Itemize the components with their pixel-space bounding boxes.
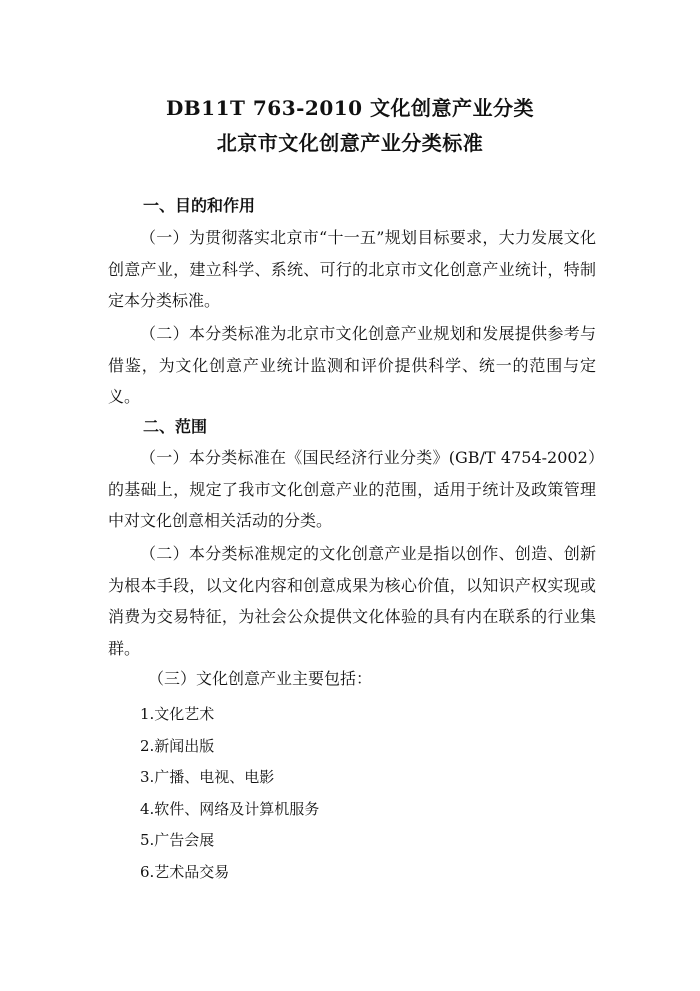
list-item: 3.广播、电视、电影: [140, 768, 275, 787]
list-item: 5.广告会展: [140, 831, 215, 850]
scope-subheading: （三）文化创意产业主要包括：: [148, 669, 373, 688]
paragraph-purpose-2: （二）本分类标准为北京市文化创意产业规划和发展提供参考与借鉴，为文化创意产业统计监测和评价提供科学、统一的范围与定义。: [108, 324, 596, 406]
section-heading-scope: 二、范围: [143, 417, 208, 436]
list-item: 1.文化艺术: [140, 705, 215, 723]
paragraph-scope-2: （二）本分类标准规定的文化创意产业是指以创作、创造、创新为根本手段，以文化内容和创意成果为核心价值，以知识产权实现或消费为交易特征，为社会公众提供文化体验的具有内在联系的行业集群。: [108, 544, 596, 658]
list-item: 4.软件、网络及计算机服务: [140, 799, 320, 818]
industry-list: [140, 699, 319, 889]
paragraph-scope-1: （一）本分类标准在《国民经济行业分类》(GB/T 4754-2002）的基础上，规定了我市文化创意产业的范围，适用于统计及政策管理中对文化创意相关活动的分类。: [108, 448, 596, 530]
document-title: 北京市文化创意产业分类标准: [216, 131, 484, 155]
section-heading-purpose: 一、目的和作用: [143, 196, 256, 215]
list-item: 6.艺术品交易: [140, 862, 230, 881]
list-item: 2.新闻出版: [140, 736, 215, 755]
document-title-code: DB11T 763-2010 文化创意产业分类: [165, 96, 535, 120]
paragraph-purpose-1: （一）为贯彻落实北京市“十一五”规划目标要求，大力发展文化创意产业，建立科学、系统、可行的北京市文化创意产业统计，特制定本分类标准。: [108, 228, 596, 310]
